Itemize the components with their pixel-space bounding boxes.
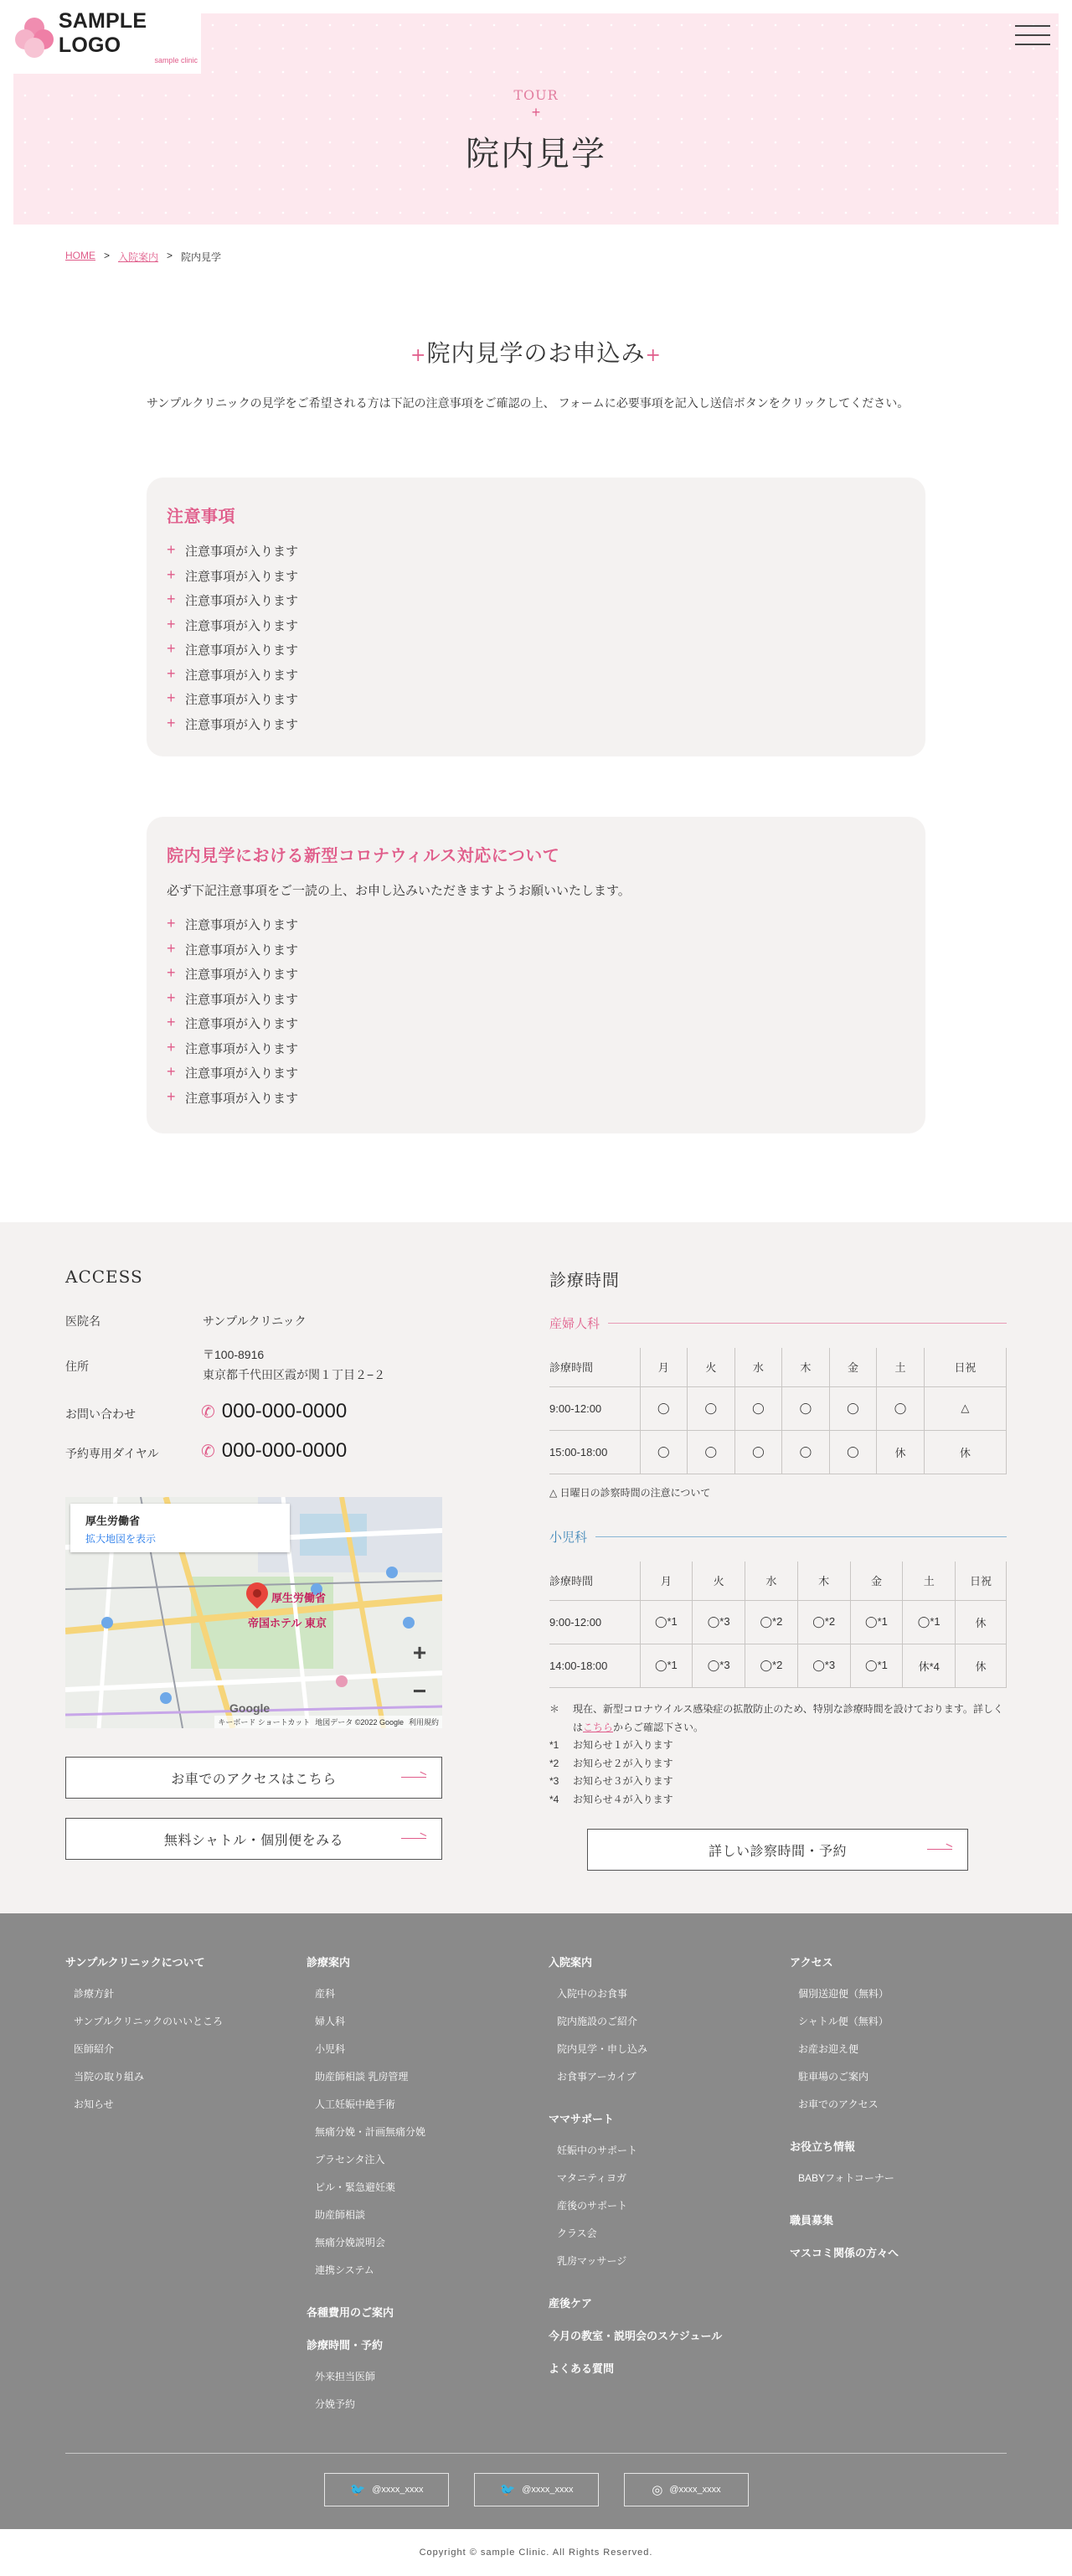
footer-link[interactable]: 助産師相談 — [315, 2209, 366, 2221]
plus-icon: + — [167, 615, 176, 632]
hero-subtitle: TOUR — [513, 87, 559, 103]
plus-icon: + — [167, 989, 176, 1006]
note-item: *4 お知らせ４が入ります — [549, 1793, 673, 1805]
note-item: ＊ 現在、新型コロナウイルス感染症の拡散防止のため、特別な診療時間を設けております。詳しくはこちらからご確認下さい。 — [549, 1703, 1003, 1733]
notice-item: + 注意事項が入ります — [167, 1063, 299, 1081]
google-map[interactable] — [65, 1497, 442, 1728]
footer-heading[interactable]: サンプルクリニックについて — [65, 1956, 205, 1969]
notice-item: + 注意事項が入ります — [167, 565, 299, 584]
flower-logo-icon — [15, 18, 50, 56]
footer-link[interactable]: クラス会 — [557, 2228, 597, 2239]
section-title-text: 院内見学のお申込み — [426, 339, 646, 367]
footer-link[interactable]: BABYフォトコーナー — [798, 2172, 894, 2184]
footer-heading[interactable]: アクセス — [790, 1956, 833, 1969]
plus-icon: + — [167, 565, 176, 583]
map-data-text: 地図データ ©2022 Google — [315, 1718, 404, 1727]
breadcrumb-separator: > — [104, 250, 111, 261]
footer-link[interactable]: 乳房マッサージ — [557, 2255, 627, 2267]
footer-link[interactable]: ピル・緊急避妊薬 — [315, 2181, 396, 2193]
notice-title: 注意事項 — [167, 508, 235, 526]
plus-icon: + — [167, 689, 176, 706]
footer-divider — [65, 2453, 1007, 2454]
footer-heading[interactable]: よくある質問 — [549, 2362, 615, 2375]
hamburger-menu-icon[interactable] — [1015, 25, 1050, 50]
clinic-name-value: サンプルクリニック — [203, 1314, 307, 1328]
notice-item: + 注意事項が入ります — [167, 1087, 299, 1106]
breadcrumb-home-link[interactable]: HOME — [65, 250, 95, 261]
footer-link[interactable]: お食事アーカイブ — [557, 2071, 636, 2083]
footer-heading[interactable]: 入院案内 — [549, 1956, 593, 1969]
table-header-row: 診療時間 月 火 水 木 金 土 日祝 — [549, 1348, 1007, 1386]
footer-column-access — [790, 1954, 899, 2277]
footer-heading[interactable]: 職員募集 — [790, 2214, 834, 2227]
arrow-right-icon — [401, 1838, 426, 1839]
footer-link[interactable]: お車でのアクセス — [798, 2098, 879, 2110]
divider — [608, 1323, 1007, 1324]
footer-link[interactable]: 産後のサポート — [557, 2200, 628, 2212]
footer-link[interactable]: 助産師相談 乳房管理 — [315, 2071, 409, 2083]
footer-link[interactable]: 入院中のお食事 — [557, 1988, 628, 2000]
table-row: 9:00-12:00 ◯ ◯ ◯ ◯ ◯ ◯ △ — [549, 1386, 1007, 1430]
table-row: 14:00-18:00 ◯*1 ◯*3 ◯*2 ◯*3 ◯*1 休*4 休 — [549, 1644, 1007, 1687]
phone-icon: ✆ — [201, 1402, 215, 1422]
notice-item: + 注意事項が入ります — [167, 591, 299, 608]
footer-column-about — [65, 1954, 223, 2124]
notice-item: + 注意事項が入ります — [167, 1038, 299, 1056]
access-heading: ACCESS — [65, 1267, 143, 1287]
footer-link[interactable]: 連携システム — [315, 2264, 374, 2276]
footer-link[interactable]: サンプルクリニックのいいところ — [74, 2016, 223, 2027]
twitter-icon: 🐦 — [349, 2483, 366, 2497]
footer-heading[interactable]: 今月の教室・説明会のスケジュール — [549, 2330, 723, 2342]
zoom-in-button[interactable]: + — [412, 1639, 427, 1665]
notice-item: + 注意事項が入ります — [167, 541, 299, 559]
plus-icon: + — [167, 640, 176, 657]
map-info-card — [70, 1504, 290, 1552]
plus-icon: + — [167, 964, 176, 981]
footer-link[interactable]: 個別送迎便（無料） — [798, 1988, 889, 2000]
footer-heading[interactable]: お役立ち情報 — [790, 2140, 856, 2153]
map-terms-link[interactable]: 利用規約 — [408, 1718, 439, 1727]
notice-item: + 注意事項が入ります — [167, 689, 299, 707]
footer-link[interactable]: 分娩予約 — [315, 2398, 356, 2410]
plus-icon: + — [167, 1014, 176, 1030]
footer-heading[interactable]: 診療時間・予約 — [307, 2339, 384, 2351]
hours-notes — [549, 1701, 1007, 1809]
breadcrumb-current: 院内見学 — [181, 251, 222, 263]
dept-pediatrics-heading: 小児科 — [549, 1528, 1007, 1546]
notice-item: + 注意事項が入ります — [167, 964, 299, 982]
access-section — [0, 1222, 1072, 1913]
page-title: 院内見学 — [466, 135, 606, 173]
zoom-out-button[interactable]: − — [412, 1678, 427, 1704]
table-note: △ 日曜日の診察時間の注意について — [549, 1487, 711, 1499]
footer-link[interactable]: 婦人科 — [315, 2016, 346, 2027]
logo[interactable] — [0, 0, 201, 74]
hours-heading: 診療時間 — [549, 1270, 620, 1290]
intro-text: サンプルクリニックの見学をご希望される方は下記の注意事項をご確認の上、 フォームに必要事項を記入し送信ボタンをクリックしてください。 — [147, 396, 910, 410]
footer-link[interactable]: お産お迎え便 — [798, 2043, 859, 2055]
divider — [595, 1536, 1007, 1537]
address-value: 東京都千代田区霞が関１丁目２−２ — [203, 1368, 386, 1381]
footer-link[interactable]: 妊娠中のサポート — [557, 2145, 638, 2156]
footer-link[interactable]: 人工妊娠中絶手術 — [315, 2098, 396, 2110]
map-pin-label: 厚生労働省 — [271, 1592, 327, 1604]
plus-icon: + — [645, 345, 662, 366]
plus-icon: + — [167, 1063, 176, 1080]
google-logo: Google — [229, 1701, 271, 1715]
footer-link[interactable]: 当院の取り組み — [74, 2071, 145, 2083]
notice-item: + 注意事項が入ります — [167, 1014, 299, 1031]
footer-link[interactable]: 駐車場のご案内 — [798, 2071, 869, 2083]
note-item: *2 お知らせ２が入ります — [549, 1757, 673, 1769]
plus-icon: + — [410, 345, 427, 366]
hours-table-pediatrics — [549, 1562, 1007, 1688]
instagram-link[interactable]: ◎ @xxxx_xxxx — [624, 2473, 749, 2506]
plus-icon: + — [167, 1038, 176, 1056]
footer-heading[interactable]: ママサポート — [549, 2113, 615, 2125]
phone-icon: ✆ — [201, 1442, 215, 1461]
footer — [0, 1913, 1072, 2529]
table-row: 15:00-18:00 ◯ ◯ ◯ ◯ ◯ 休 休 — [549, 1430, 1007, 1474]
notice-box — [147, 478, 925, 756]
map-attribution — [214, 1716, 442, 1728]
contact-phone[interactable]: ✆ 000-000-0000 — [201, 1400, 348, 1422]
dept-obgyn-heading: 産婦人科 — [549, 1314, 1007, 1332]
hours-table-obgyn — [549, 1348, 1007, 1474]
car-access-button[interactable]: お車でのアクセスはこちら — [65, 1757, 442, 1799]
plus-icon: + — [167, 915, 176, 932]
note-item: *3 お知らせ３が入ります — [549, 1775, 673, 1787]
footer-link[interactable]: 無痛分娩説明会 — [315, 2237, 386, 2248]
plus-icon: + — [167, 1087, 176, 1105]
schedule-reserve-button[interactable]: 詳しい診察時間・予約 — [587, 1829, 968, 1871]
footer-heading[interactable]: 各種費用のご案内 — [307, 2306, 394, 2319]
footer-link[interactable]: お知らせ — [74, 2098, 114, 2110]
breadcrumb-parent-link[interactable]: 入院案内 — [118, 251, 159, 263]
footer-link[interactable]: 小児科 — [315, 2043, 346, 2055]
contact-label: お問い合わせ — [65, 1407, 136, 1421]
notice-item: + 注意事項が入ります — [167, 989, 299, 1007]
plus-icon: + — [167, 591, 176, 607]
footer-link[interactable]: 産科 — [315, 1988, 336, 2000]
notice-list — [167, 916, 905, 1113]
notice-title: 院内見学における新型コロナウィルス対応について — [167, 847, 560, 865]
footer-column-admission — [549, 1954, 722, 2393]
postal-code: 〒100-8916 — [203, 1348, 265, 1361]
clinic-name-label: 医院名 — [65, 1314, 100, 1328]
notice-item: + 注意事項が入ります — [167, 939, 299, 958]
plus-icon: + — [167, 664, 176, 682]
map-hotel-label: 帝国ホテル 東京 — [248, 1617, 327, 1629]
notes-detail-link[interactable]: こちら — [583, 1721, 614, 1733]
hero-plus-icon: + — [531, 104, 541, 121]
table-header-row: 診療時間 月 火 水 木 金 土 日祝 — [549, 1562, 1007, 1600]
twitter-icon: 🐦 — [499, 2483, 516, 2497]
footer-link[interactable]: シャトル便（無料） — [798, 2016, 889, 2027]
arrow-right-icon — [401, 1777, 426, 1778]
twitter-link[interactable]: 🐦 @xxxx_xxxx — [324, 2473, 449, 2506]
breadcrumb-separator: > — [167, 250, 173, 261]
breadcrumb — [65, 250, 221, 264]
reserve-label: 予約専用ダイヤル — [65, 1447, 159, 1460]
notice-item: + 注意事項が入ります — [167, 664, 299, 683]
arrow-right-icon — [927, 1849, 952, 1850]
note-item: *1 お知らせ１が入ります — [549, 1739, 673, 1751]
section-title — [0, 335, 1072, 369]
address-label: 住所 — [65, 1360, 89, 1373]
map-zoom-controls — [407, 1639, 432, 1705]
notice-item: + 注意事項が入ります — [167, 915, 299, 932]
plus-icon: + — [167, 939, 176, 957]
footer-link[interactable]: プラセンタ注入 — [315, 2154, 385, 2166]
logo-subtext: sample clinic — [154, 56, 198, 65]
notice-description: 必ず下記注意事項をご一読の上、お申し込みいただきますようお願いいたします。 — [167, 884, 631, 898]
footer-link[interactable]: 外来担当医師 — [315, 2371, 376, 2382]
covid-notice-box — [147, 817, 925, 1133]
footer-link[interactable]: 院内施設のご紹介 — [557, 2016, 638, 2027]
twitter-link[interactable]: 🐦 @xxxx_xxxx — [474, 2473, 599, 2506]
instagram-icon: ◎ — [652, 2483, 663, 2497]
footer-heading[interactable]: 産後ケア — [549, 2297, 593, 2310]
plus-icon: + — [167, 714, 176, 731]
copyright: Copyright © sample Clinic. All Rights Reserved. — [0, 2529, 1072, 2576]
footer-column-services — [307, 1954, 425, 2424]
footer-link[interactable]: 無痛分娩・計画無痛分娩 — [315, 2126, 426, 2138]
logo-text: SAMPLE LOGO — [58, 9, 147, 57]
footer-link[interactable]: マタニティヨガ — [557, 2172, 627, 2184]
footer-link[interactable]: 診療方針 — [74, 1988, 115, 2000]
map-shortcuts-link[interactable]: キーボード ショートカット — [218, 1718, 311, 1727]
plus-icon: + — [167, 541, 176, 558]
map-place-name: 厚生労働省 — [85, 1515, 141, 1527]
footer-heading[interactable]: 診療案内 — [307, 1956, 351, 1969]
footer-link[interactable]: 院内見学・申し込み — [557, 2043, 648, 2055]
notice-item: + 注意事項が入ります — [167, 714, 299, 732]
table-row: 9:00-12:00 ◯*1 ◯*3 ◯*2 ◯*2 ◯*1 ◯*1 休 — [549, 1600, 1007, 1644]
shuttle-button[interactable]: 無料シャトル・個別便をみる — [65, 1818, 442, 1860]
notice-item: + 注意事項が入ります — [167, 615, 299, 633]
footer-link[interactable]: 医師紹介 — [74, 2043, 115, 2055]
footer-heading[interactable]: マスコミ関係の方々へ — [790, 2247, 899, 2259]
map-enlarge-link[interactable]: 拡大地図を表示 — [85, 1533, 157, 1545]
notice-list — [167, 542, 905, 740]
notice-item: + 注意事項が入ります — [167, 640, 299, 658]
reserve-phone[interactable]: ✆ 000-000-0000 — [201, 1439, 348, 1462]
